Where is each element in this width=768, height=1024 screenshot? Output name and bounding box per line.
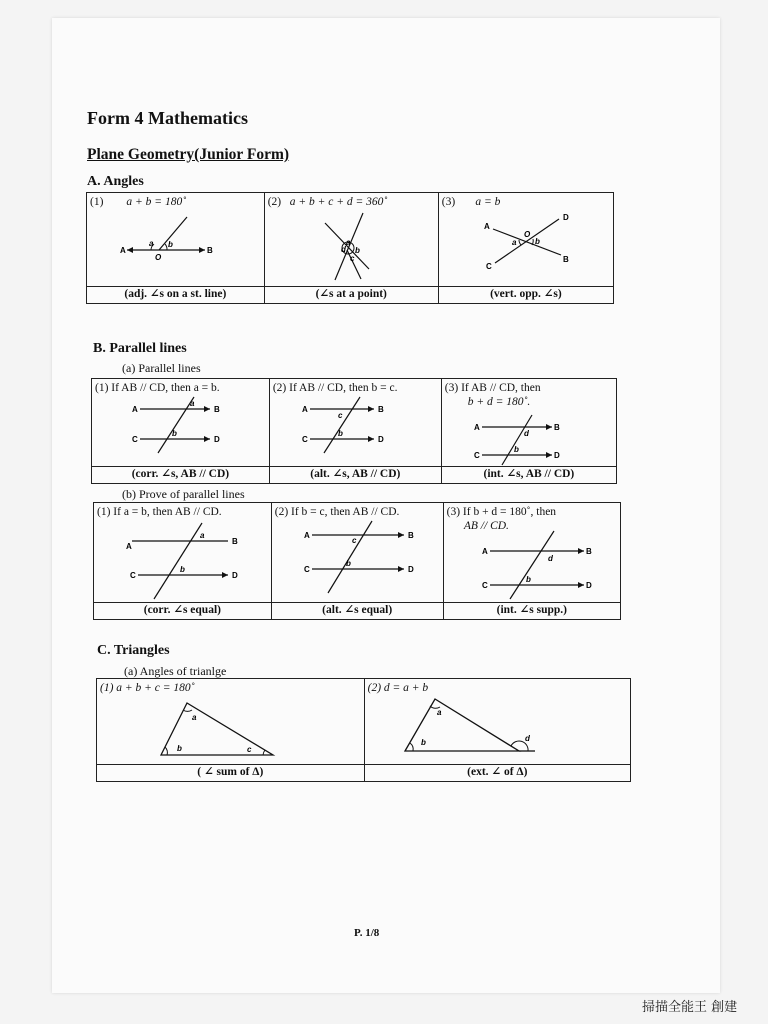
section-a-heading: A. Angles <box>87 174 144 189</box>
prove-cell-2-header: (2) If b = c, then AB // CD. <box>274 506 400 518</box>
svg-text:d: d <box>524 734 530 743</box>
svg-text:b: b <box>172 429 177 438</box>
svg-text:C: C <box>301 435 308 444</box>
svg-text:C: C <box>481 581 488 590</box>
svg-text:d: d <box>547 554 553 563</box>
angles-caption-3: (vert. opp. ∠s) <box>438 287 613 304</box>
parallel-caption-1: (corr. ∠s, AB // CD) <box>92 467 270 484</box>
svg-text:A: A <box>120 246 126 255</box>
svg-text:C: C <box>130 571 136 580</box>
triangles-table <box>96 678 631 782</box>
svg-text:D: D <box>377 435 384 444</box>
svg-text:C: C <box>132 435 138 444</box>
section-b-part-b-label: (b) Prove of parallel lines <box>122 487 245 501</box>
svg-text:B: B <box>232 537 238 546</box>
section-c-part-a-label: (a) Angles of trianlge <box>124 664 227 678</box>
svg-text:O: O <box>155 253 162 262</box>
svg-text:B: B <box>407 531 414 540</box>
svg-text:B: B <box>214 405 220 414</box>
prove-caption-1: (corr. ∠s equal) <box>94 603 272 620</box>
svg-text:b: b <box>525 575 531 584</box>
svg-text:a: a <box>192 713 197 722</box>
angles-table <box>86 192 614 304</box>
svg-text:D: D <box>585 581 592 590</box>
svg-text:a: a <box>436 708 442 717</box>
triangle-cell-1-header: (1) a + b + c = 180˚ <box>100 682 195 694</box>
svg-text:d: d <box>523 429 529 438</box>
svg-text:a: a <box>190 399 195 408</box>
svg-text:A: A <box>126 542 132 551</box>
prove-caption-3: (int. ∠s supp.) <box>443 603 620 620</box>
angles-cell-2-header: (2) a + b + c + d = 360˚ <box>267 196 388 208</box>
prove-cell-1-header: (1) If a = b, then AB // CD. <box>97 506 222 518</box>
svg-text:A: A <box>132 405 138 414</box>
svg-text:C: C <box>303 565 310 574</box>
svg-text:b: b <box>420 738 426 747</box>
triangle-caption-2: (ext. ∠ of Δ) <box>364 765 630 782</box>
parallel-caption-3: (int. ∠s, AB // CD) <box>441 467 616 484</box>
angles-diagram-3 <box>439 193 615 287</box>
angles-diagram-1 <box>87 193 265 287</box>
prove-cell-2 <box>271 503 443 603</box>
svg-text:A: A <box>301 405 308 414</box>
svg-text:B: B <box>207 246 213 255</box>
svg-text:b: b <box>354 246 360 255</box>
svg-text:c: c <box>247 745 252 754</box>
svg-text:c: c <box>349 254 355 263</box>
svg-text:c: c <box>337 411 343 420</box>
parallel-caption-2: (alt. ∠s, AB // CD) <box>269 467 441 484</box>
prove-cell-3 <box>443 503 620 603</box>
triangle-caption-1: ( ∠ sum of Δ) <box>97 765 365 782</box>
svg-text:D: D <box>553 451 560 460</box>
parallel-cell-3-header: (3) If AB // CD, then b + d = 180˚. <box>444 382 541 409</box>
svg-text:C: C <box>485 262 492 271</box>
svg-text:a: a <box>511 238 517 247</box>
triangle-cell-2 <box>364 679 630 765</box>
svg-text:c: c <box>351 536 357 545</box>
angles-cell-1 <box>87 193 265 287</box>
svg-text:b: b <box>345 559 351 568</box>
prove-diagram-3 <box>444 503 622 603</box>
svg-text:B: B <box>585 547 592 556</box>
parallel-diagram-3 <box>442 379 618 467</box>
svg-text:O: O <box>523 230 531 239</box>
svg-text:b: b <box>513 445 519 454</box>
page-number: P. 1/8 <box>354 927 380 939</box>
scanner-watermark: 掃描全能王 創建 <box>642 1000 738 1015</box>
triangle-cell-2-header: (2) d = a + b <box>367 682 429 694</box>
parallel-diagram-2 <box>270 379 442 467</box>
svg-text:a: a <box>345 238 351 247</box>
svg-text:A: A <box>473 423 480 432</box>
prove-diagram-1 <box>94 503 272 603</box>
svg-text:b: b <box>180 565 185 574</box>
svg-text:d: d <box>340 245 346 254</box>
svg-text:D: D <box>232 571 238 580</box>
prove-cell-3-header: (3) If b + d = 180˚, then AB // CD. <box>446 506 557 533</box>
angles-cell-3 <box>438 193 613 287</box>
page-title: Form 4 Mathematics <box>87 108 248 128</box>
angles-cell-3-header: (3) a = b <box>441 196 501 208</box>
prove-cell-1 <box>94 503 272 603</box>
svg-text:b: b <box>337 429 343 438</box>
parallel-cell-1-header: (1) If AB // CD, then a = b. <box>95 382 220 394</box>
triangle-diagram-2 <box>365 679 632 765</box>
section-b-part-a-label: (a) Parallel lines <box>122 361 201 375</box>
parallel-lines-table <box>91 378 617 484</box>
prove-parallel-table <box>93 502 621 620</box>
parallel-cell-2-header: (2) If AB // CD, then b = c. <box>272 382 398 394</box>
triangle-diagram-1 <box>97 679 365 765</box>
angles-cell-1-header: (1) a + b = 180˚ <box>90 196 187 208</box>
section-c-heading: C. Triangles <box>97 643 170 658</box>
svg-text:B: B <box>377 405 384 414</box>
prove-diagram-2 <box>272 503 444 603</box>
section-b-heading: B. Parallel lines <box>93 341 187 356</box>
angles-caption-2: (∠s at a point) <box>264 287 438 304</box>
svg-text:B: B <box>562 255 569 264</box>
svg-text:A: A <box>483 222 490 231</box>
svg-text:b: b <box>168 240 173 249</box>
parallel-cell-3 <box>441 379 616 467</box>
prove-caption-2: (alt. ∠s equal) <box>271 603 443 620</box>
parallel-diagram-1 <box>92 379 270 467</box>
angles-cell-2 <box>264 193 438 287</box>
page-subtitle: Plane Geometry(Junior Form) <box>87 146 290 163</box>
triangle-cell-1 <box>97 679 365 765</box>
svg-text:D: D <box>407 565 414 574</box>
angles-diagram-2 <box>265 193 439 287</box>
svg-text:D: D <box>562 213 569 222</box>
parallel-cell-1 <box>92 379 270 467</box>
svg-text:C: C <box>473 451 480 460</box>
svg-text:A: A <box>303 531 310 540</box>
svg-text:a: a <box>200 531 205 540</box>
svg-text:A: A <box>481 547 488 556</box>
parallel-cell-2 <box>269 379 441 467</box>
svg-text:b: b <box>177 744 182 753</box>
svg-text:B: B <box>553 423 560 432</box>
angles-caption-1: (adj. ∠s on a st. line) <box>87 287 265 304</box>
svg-text:b: b <box>534 237 540 246</box>
svg-text:a: a <box>149 239 154 248</box>
svg-text:D: D <box>214 435 220 444</box>
